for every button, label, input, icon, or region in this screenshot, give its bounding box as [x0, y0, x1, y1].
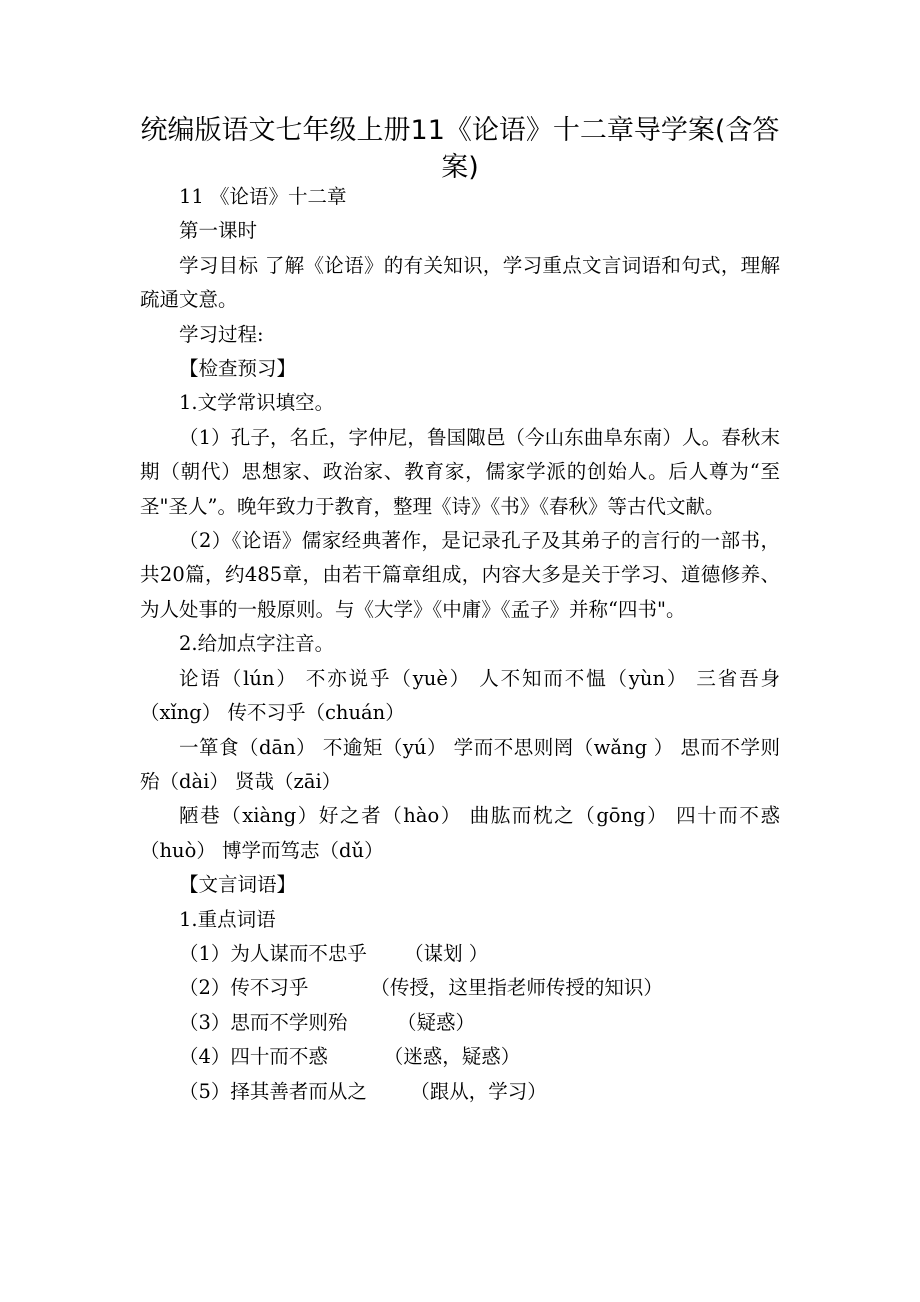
section-preview-heading: 【检查预习】: [179, 357, 297, 381]
chapter-heading: 11 《论语》十二章: [179, 185, 347, 208]
document-body: [140, 180, 780, 1109]
learning-goal: 学习目标 了解《论语》的有关知识，学习重点文言词语和句式，理解疏通文意。: [140, 253, 780, 312]
question-1-part-2: （2）《论语》儒家经典著作，是记录孔子及其弟子的言行的一部书，共20篇，约485章，由若干篇章组成，内容大多是关于学习、道德修养、为人处事的一般原则。与《大学》《中庸》《孟子》并称“四书"。: [140, 529, 780, 621]
key-word-item: （4）四十而不惑 （迷惑，疑惑）: [179, 1045, 521, 1069]
section-words-heading: 【文言词语】: [179, 873, 297, 897]
document-title: 统编版语文七年级上册11《论语》十二章导学案(含答案): [140, 115, 780, 183]
question-1-part-1: （1）孔子，名丘，字仲尼，鲁国陬邑（今山东曲阜东南）人。春秋末期（朝代）思想家、政治家、教育家，儒家学派的创始人。后人尊为“至圣"圣人”。晚年致力于教育，整理《诗》《书》《春秋》等古代文献。: [140, 425, 780, 518]
lesson-label: 第一课时: [179, 219, 258, 243]
pinyin-line-3: 陋巷（xiàng）好之者（hào） 曲肱而枕之（gōng） 四十而不惑（huò） 博学而笃志（dǔ）: [140, 804, 780, 862]
key-word-item: （2）传不习乎 （传授，这里指老师传授的知识）: [179, 976, 663, 1000]
pinyin-line-1: 论语（lún） 不亦说乎（yuè） 人不知而不愠（yùn） 三省吾身（xǐng） 传不习乎（chuán）: [140, 666, 780, 725]
question-2: 2.给加点字注音。: [179, 632, 335, 656]
pinyin-line-2: 一箪食（dān） 不逾矩（yú） 学而不思则罔（wǎng ） 思而不学则殆（dài） 贤哉（zāi）: [140, 735, 780, 793]
key-words-label: 1.重点词语: [179, 907, 276, 931]
process-label: 学习过程:: [179, 322, 264, 346]
key-word-item: （3）思而不学则殆 （疑惑）: [179, 1010, 475, 1034]
question-1: 1.文学常识填空。: [179, 391, 335, 415]
key-word-item: （1）为人谋而不忠乎 （谋划 ）: [179, 941, 489, 965]
key-word-item: （5）择其善者而从之 （跟从，学习）: [179, 1079, 547, 1103]
